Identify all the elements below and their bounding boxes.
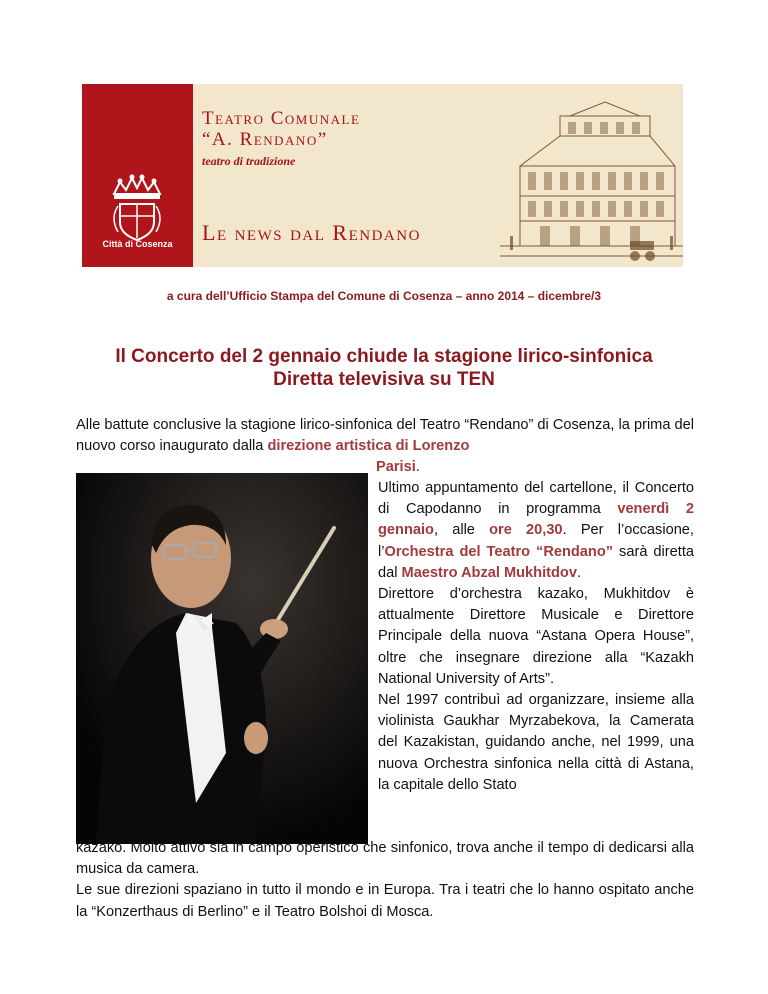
theatre-title-line2: “A. Rendano” [202, 129, 328, 150]
bio-paragraph-1: Direttore d’orchestra kazako, Mukhitdov è attualmente Direttore Musicale e Direttore Principale della nuova “Astana Opera House”, oltre che insegnare direzione alla “Kazakh National University of Arts”. [378, 586, 694, 687]
director-name: Parisi [376, 459, 416, 476]
headline-line2: Diretta televisiva su TEN [273, 369, 495, 390]
headline-line1: Il Concerto del 2 gennaio chiude la stagione lirico-sinfonica [115, 346, 653, 367]
news-title: Le news dal Rendano [202, 220, 421, 245]
newsletter-banner [82, 84, 683, 267]
concert-text-1: Ultimo appuntamento del cartellone, il Concerto di Capodanno in programma [378, 480, 694, 518]
bottom-text [76, 838, 694, 923]
bio-paragraph-4: Le sue direzioni spaziano in tutto il mondo e in Europa. Tra i teatri che lo hanno ospitato anche la “Konzerthaus di Berlino” e il Teatro Bolshoi di Mosca. [76, 882, 694, 920]
intro-period: . [415, 459, 420, 476]
concert-text-3: . Per l’occasione, l’ [378, 522, 694, 560]
concert-time: ore 20,30 [489, 522, 563, 539]
intro-text: Alle battute conclusive la stagione lirico-sinfonica del Teatro “Rendano” di Cosenza, la prima del nuovo corso inaugurato dalla [76, 417, 694, 455]
city-label: Città di Cosenza [102, 239, 173, 249]
conductor-name: Maestro Abzal Mukhitdov [401, 564, 577, 581]
orchestra-name: Orchestra del Teatro “Rendano” [384, 543, 614, 560]
artistic-direction-link-text: direzione artistica di Lorenzo [267, 438, 470, 455]
biography-column [378, 478, 694, 796]
intro-paragraph [76, 415, 694, 479]
credit-line: a cura dell’Ufficio Stampa del Comune di Cosenza – anno 2014 – dicembre/3 [166, 289, 602, 303]
theatre-building-illustration [500, 96, 683, 267]
theatre-title [202, 108, 360, 150]
bio-paragraph-2: Nel 1997 contribuì ad organizzare, insieme alla violinista Gaukhar Myrzabekova, la Camerata del Kazakistan, guidando anche, nel 1999, una nuova Orchestra sinfonica nella città di Astana, la capitale dello Stato [378, 692, 694, 793]
article-headline [0, 345, 768, 391]
concert-paragraph [378, 478, 694, 584]
conductor-photo [76, 473, 368, 844]
theatre-title-line1: Teatro Comunale [202, 108, 361, 129]
city-crest-panel [82, 84, 193, 267]
cosenza-crest-icon [106, 172, 168, 244]
concert-text-2: , alle [433, 522, 490, 539]
theatre-subtitle: teatro di tradizione [202, 154, 296, 168]
bio-paragraph-3: kazako. Molto attivo sia in campo operistico che sinfonico, trova anche il tempo di dedicarsi alla musica da camera. [76, 840, 694, 878]
concert-date: venerdì 2 gennaio [378, 501, 694, 539]
conductor-illustration [76, 473, 368, 844]
concert-text-5: . [576, 564, 582, 581]
concert-text-4: sarà diretta dal [378, 543, 694, 581]
